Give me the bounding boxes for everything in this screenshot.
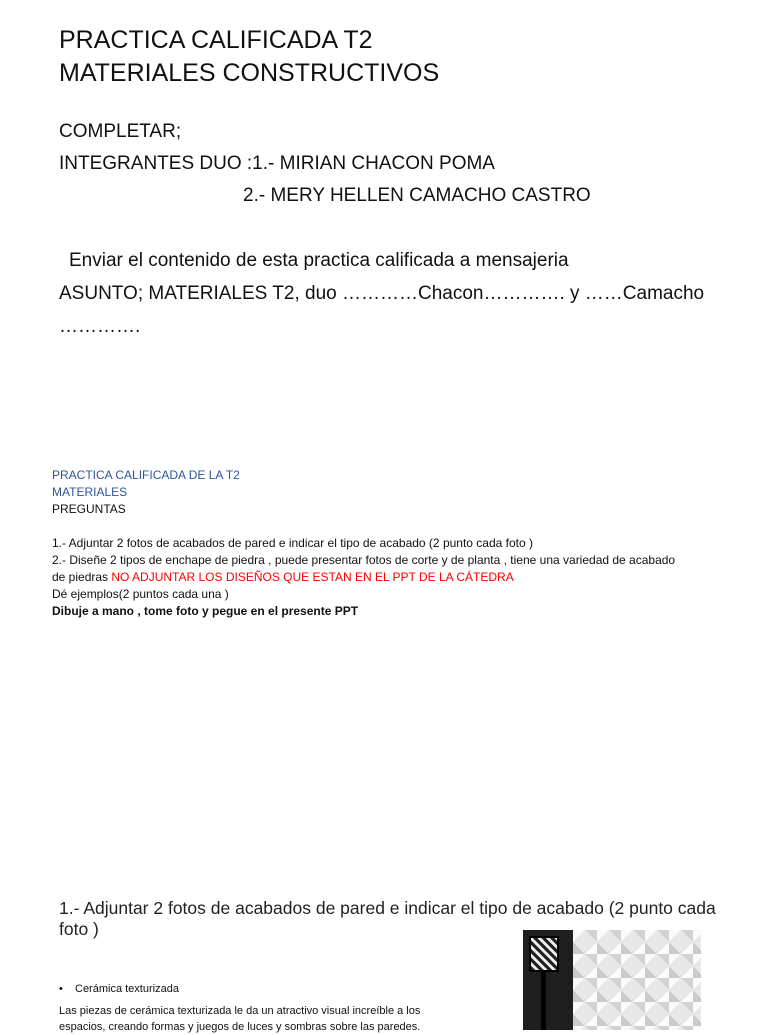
textured-wall-shape <box>573 930 701 1030</box>
description-paragraph: Las piezas de cerámica texturizada le da un atractivo visual increíble a los espacios, creando formas y juegos de luces y sombras sobre las paredes. <box>59 1005 421 1033</box>
complete-section <box>59 116 591 212</box>
slide-3 <box>0 860 768 1033</box>
practice-heading: PRACTICA CALIFICADA DE LA T2 <box>52 468 240 482</box>
bullet-item <box>59 981 179 997</box>
bullet-text: Cerámica texturizada <box>75 983 179 995</box>
warning-text: NO ADJUNTAR LOS DISEÑOS QUE ESTAN EN EL PPT DE LA CÁTEDRA <box>111 570 514 584</box>
enviar-line-2: ASUNTO; MATERIALES T2, duo …………Chacon…………. y ……Camacho <box>59 283 705 304</box>
slide-1 <box>0 0 768 440</box>
question-2-line-1: 2.- Diseñe 2 tipos de enchape de piedra , puede presentar fotos de corte y de planta , tiene una variedad de acabado <box>52 553 676 567</box>
title-line-1: PRACTICA CALIFICADA T2 <box>59 26 373 54</box>
draw-instruction: Dibuje a mano , tome foto y pegue en el presente PPT <box>52 604 359 618</box>
slide-2 <box>0 440 768 860</box>
page-title <box>59 24 439 90</box>
spacer <box>52 518 752 535</box>
lamp-post-shape <box>541 972 546 1030</box>
integrantes-line-2: 2.- MERY HELLEN CAMACHO CASTRO <box>243 185 591 206</box>
completar-label: COMPLETAR; <box>59 121 182 142</box>
slide-3-heading: 1.- Adjuntar 2 fotos de acabados de pared e indicar el tipo de acabado (2 punto cada foto ) <box>59 898 716 939</box>
textured-ceramic-photo <box>523 930 701 1030</box>
examples-line: Dé ejemplos(2 puntos cada una ) <box>52 587 229 601</box>
question-2-prefix: de piedras <box>52 570 112 584</box>
integrantes-line-1: INTEGRANTES DUO :1.- MIRIAN CHACON POMA <box>59 153 495 174</box>
questions-block <box>52 467 752 620</box>
enviar-line-1: Enviar el contenido de esta practica calificada a mensajeria <box>69 250 569 271</box>
bullet-icon: • <box>59 983 63 995</box>
send-instructions <box>59 244 719 343</box>
preguntas-label: PREGUNTAS <box>52 502 126 516</box>
title-line-2: MATERIALES CONSTRUCTIVOS <box>59 59 440 87</box>
question-1: 1.- Adjuntar 2 fotos de acabados de pared e indicar el tipo de acabado (2 punto cada foto ) <box>52 536 534 550</box>
materials-heading: MATERIALES <box>52 485 128 499</box>
picture-frame-icon <box>529 936 559 972</box>
enviar-line-3: …………. <box>59 316 141 337</box>
question-2-line-2 <box>52 569 752 586</box>
